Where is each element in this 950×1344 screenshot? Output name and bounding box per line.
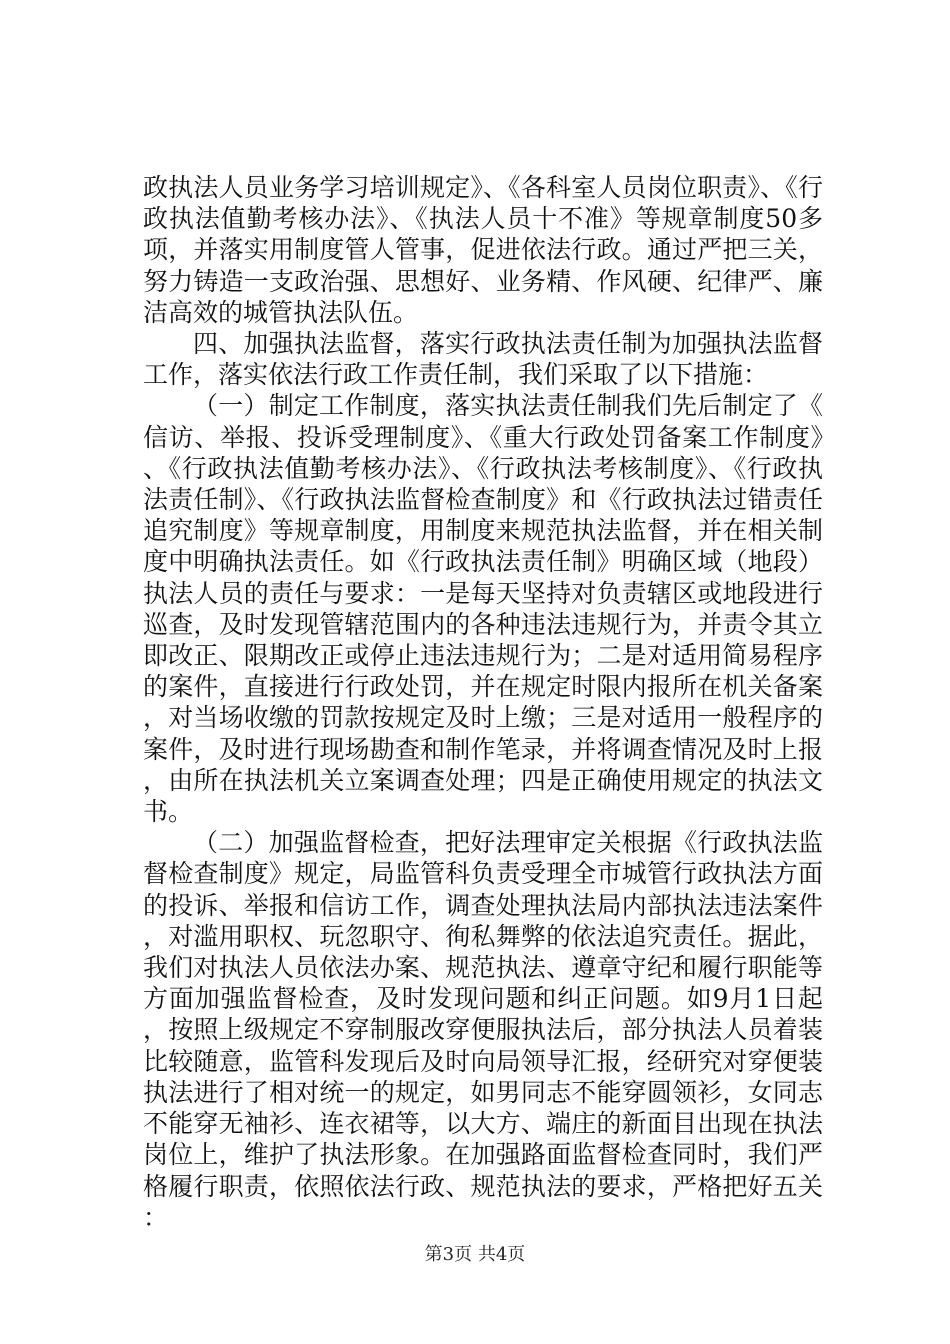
paragraph-section-four: 四、加强执法监督，落实行政执法责任制为加强执法监督工作，落实依法行政工作责任制，我们采取了以下措施： [143, 329, 823, 390]
paragraph-continuation: 政执法人员业务学习培训规定》、《各科室人员岗位职责》、《行政执法值勤考核办法》、《执法人员十不准》等规章制度50多项，并落实用制度管人管事，促进依法行政。通过严把三关，努力铸造一支政治强、思想好、业务精、作风硬、纪律严、廉洁高效的城管执法队伍。 [143, 173, 823, 327]
document-body [143, 172, 823, 1233]
paragraph-subsection-one: （一）制定工作制度，落实执法责任制我们先后制定了《信访、举报、投诉受理制度》、《重大行政处罚备案工作制度》、《行政执法值勤考核办法》、《行政执法考核制度》、《行政执法责任制》、《行政执法监督检查制度》和《行政执法过错责任追究制度》等规章制度，用制度来规范执法监督，并在相关制度中明确执法责任。如《行政执法责任制》明确区域（地段）执法人员的责任与要求：一是每天坚持对负责辖区或地段进行巡查，及时发现管辖范围内的各种违法违规行为，并责令其立即改正、限期改正或停止违法违规行为；二是对适用简易程序的案件，直接进行行政处罚，并在规定时限内报所在机关备案，对当场收缴的罚款按规定及时上缴；三是对适用一般程序的案件，及时进行现场勘查和制作笔录，并将调查情况及时上报，由所在执法机关立案调查处理；四是正确使用规定的执法文书。 [143, 391, 823, 827]
page-footer [0, 1244, 950, 1266]
page-number-label: 第3页 共4页 [424, 1244, 526, 1265]
paragraph-subsection-two: （二）加强监督检查，把好法理审定关根据《行政执法监督检查制度》规定，局监管科负责受理全市城管行政执法方面的投诉、举报和信访工作，调查处理执法局内部执法违法案件，对滥用职权、玩忽职守、徇私舞弊的依法追究责任。据此，我们对执法人员依法办案、规范执法、遵章守纪和履行职能等方面加强监督检查，及时发现问题和纠正问题。如9月1日起，按照上级规定不穿制服改穿便服执法后，部分执法人员着装比较随意，监管科发现后及时向局领导汇报，经研究对穿便装执法进行了相对统一的规定，如男同志不能穿圆领衫，女同志不能穿无袖衫、连衣裙等，以大方、端庄的新面目出现在执法岗位上，维护了执法形象。在加强路面监督检查同时，我们严格履行职责，依照依法行政、规范执法的要求，严格把好五关： [143, 828, 823, 1232]
